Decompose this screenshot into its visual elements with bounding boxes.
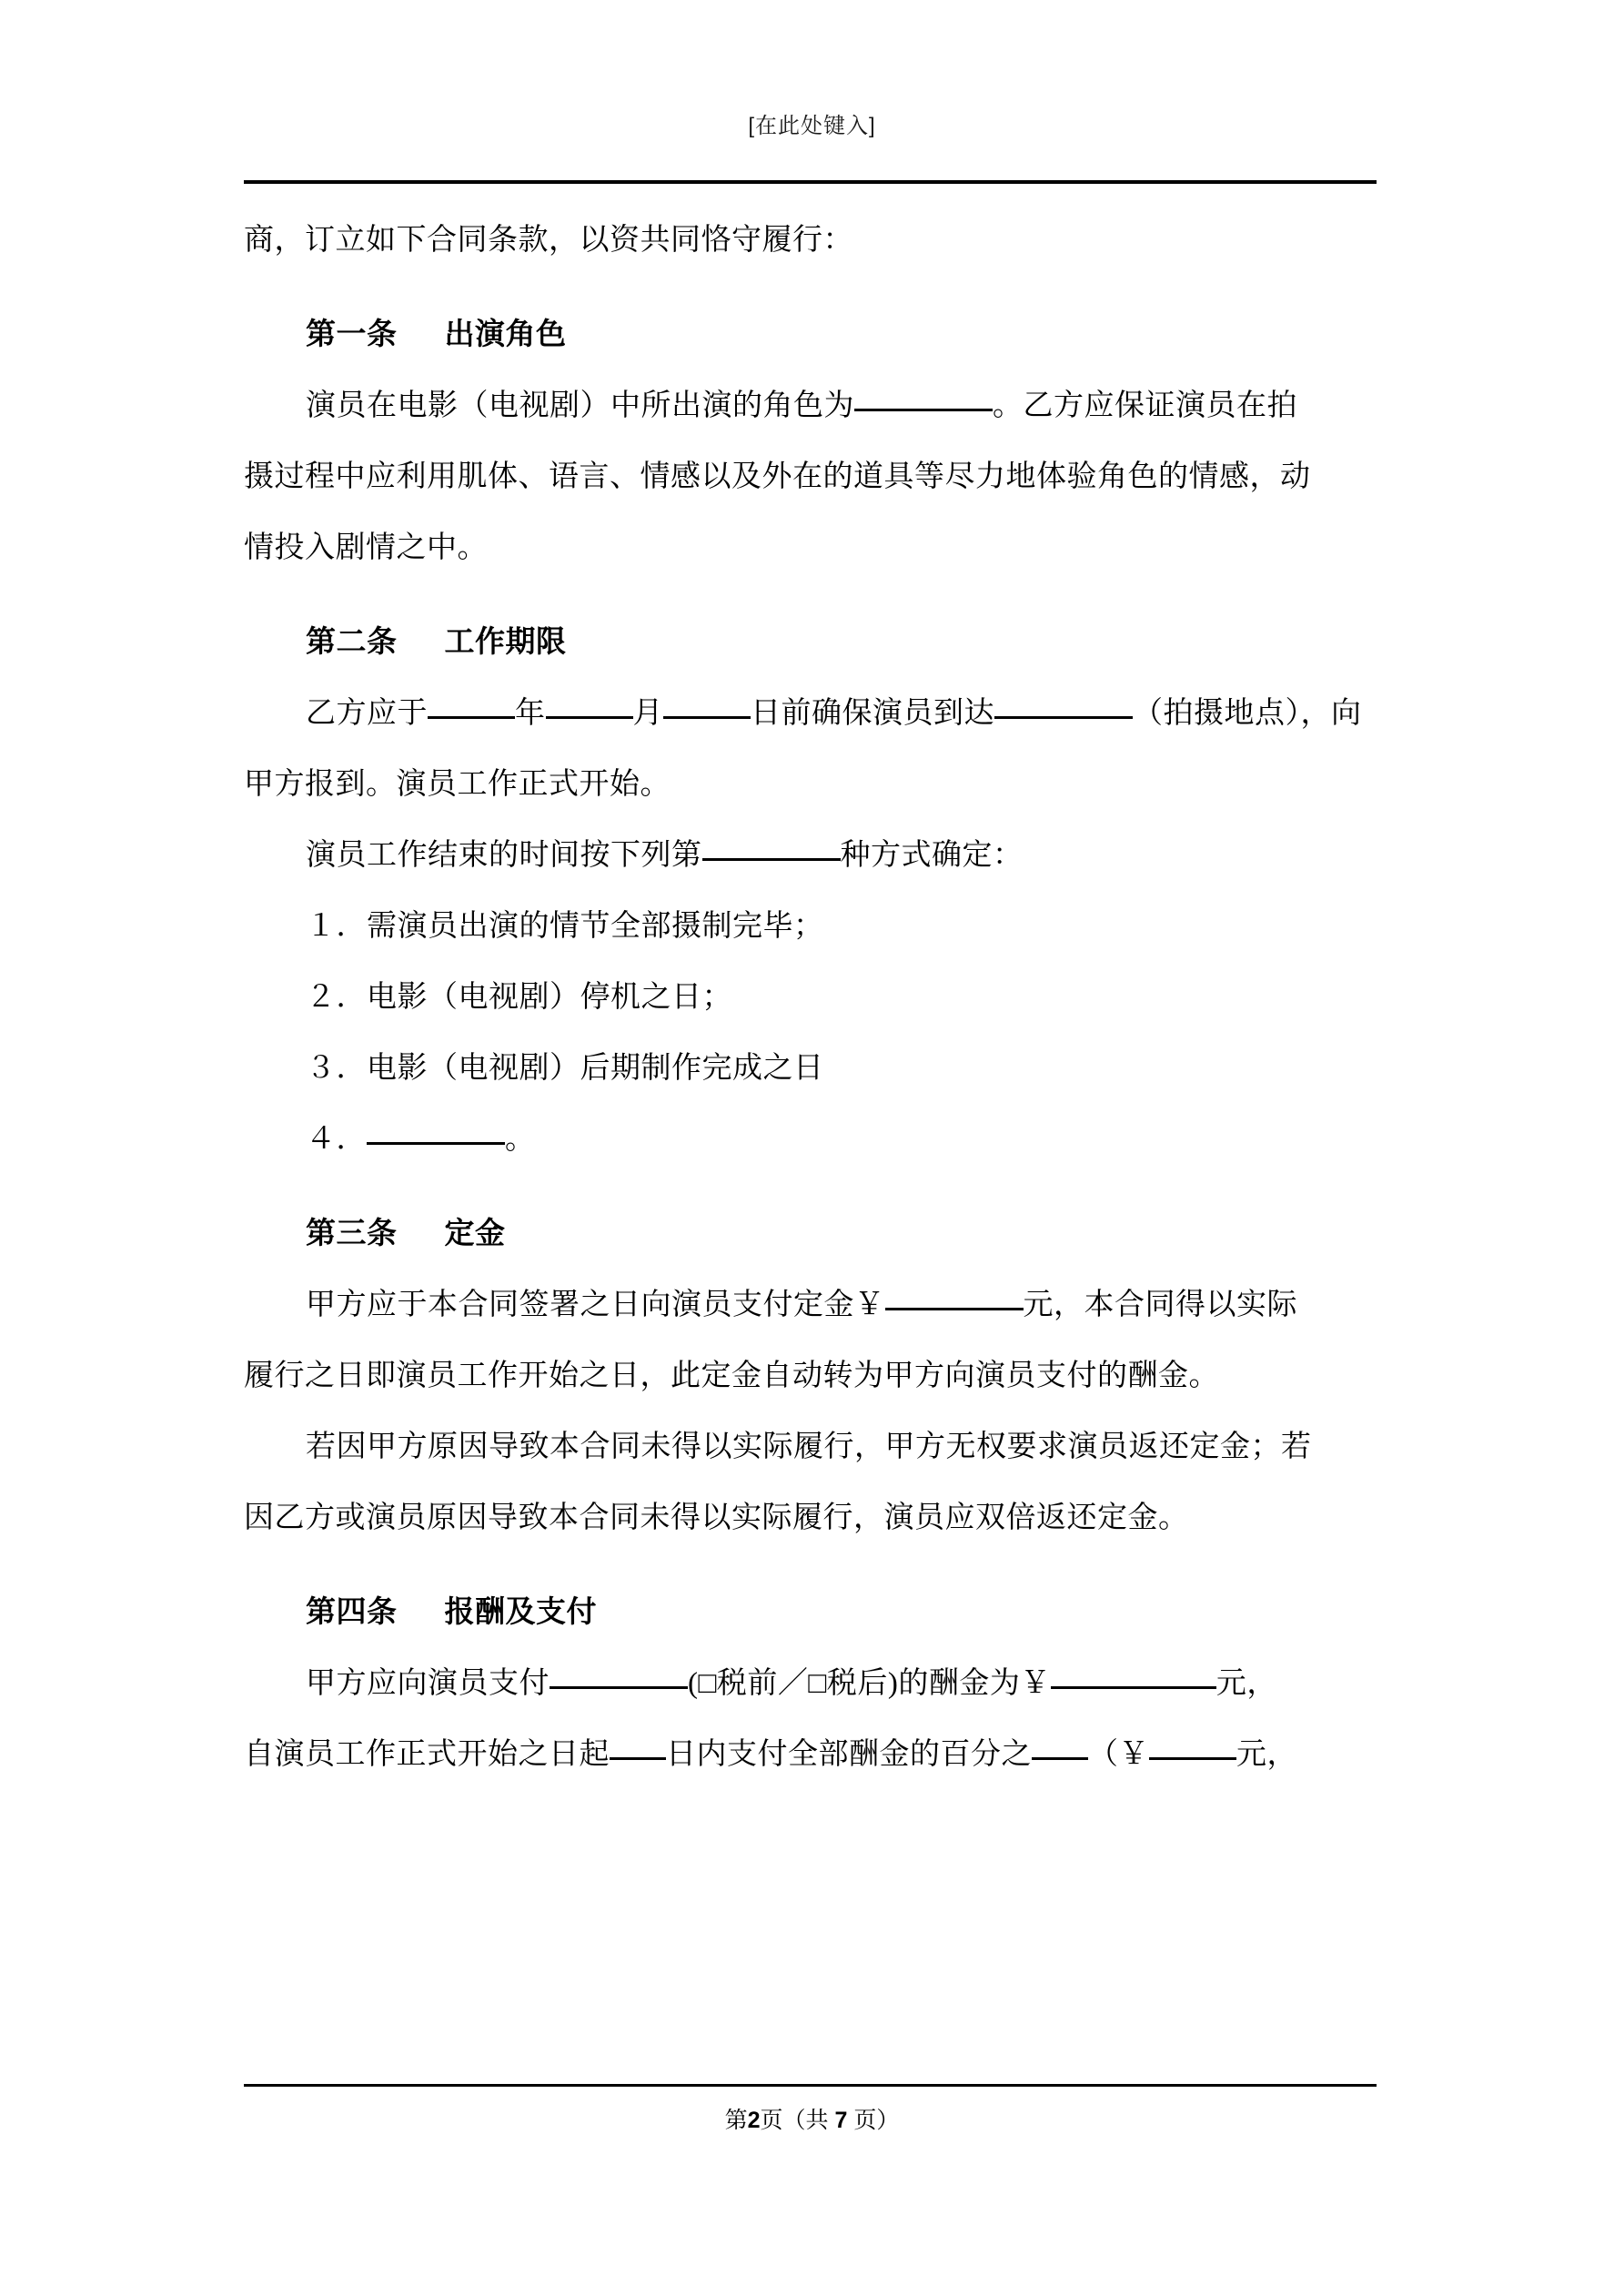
article-4-text-e: 日内支付全部酬金的百分之 <box>666 1738 1032 1771</box>
article-1-line-1 <box>244 370 1377 441</box>
article-1-text-b: 。乙方应保证演员在拍 <box>993 389 1297 422</box>
article-2-text-h: ４． <box>306 1123 367 1156</box>
fill-blank[interactable] <box>1032 1757 1088 1760</box>
spacer <box>244 276 1377 299</box>
article-2-text-b: 年 <box>515 697 546 730</box>
fill-blank[interactable] <box>702 858 841 861</box>
article-3-text-a: 甲方应于本合同签署之日向演员支付定金￥ <box>306 1289 885 1321</box>
article-2-line-2: 甲方报到。演员工作正式开始。 <box>244 768 671 801</box>
article-2-text-d: 日前确保演员到达 <box>751 697 994 730</box>
spacer <box>244 1553 1377 1577</box>
footer-total-pages: 7 <box>834 2108 848 2133</box>
footer-mid: 页（共 <box>760 2108 829 2133</box>
fill-blank[interactable] <box>610 1757 666 1760</box>
article-4-title: 报酬及支付 <box>444 1596 597 1629</box>
footer-divider <box>244 2084 1377 2087</box>
article-3-line-3: 若因甲方原因导致本合同未得以实际履行，甲方无权要求演员返还定金；若 <box>306 1431 1312 1463</box>
footer-prefix: 第 <box>724 2108 748 2133</box>
article-3-number: 第三条 <box>306 1218 398 1250</box>
article-4-number: 第四条 <box>306 1596 398 1629</box>
fill-blank[interactable] <box>994 716 1133 719</box>
article-2-item-4 <box>244 1104 1377 1175</box>
article-2-text-g: 种方式确定： <box>840 839 1024 872</box>
article-2-heading <box>244 607 1377 678</box>
article-1-line-2: 摄过程中应利用肌体、语言、情感以及外在的道具等尽力地体验角色的情感，动 <box>244 460 1311 493</box>
article-2-item-3: ３．电影（电视剧）后期制作完成之日 <box>306 1052 824 1085</box>
spacer <box>244 583 1377 607</box>
article-2-line-3 <box>244 820 1377 891</box>
fill-blank[interactable] <box>367 1142 505 1145</box>
article-3-heading <box>244 1199 1377 1269</box>
article-2-number: 第二条 <box>306 626 398 659</box>
article-4-text-c: 元， <box>1215 1667 1277 1700</box>
article-2-line-1 <box>244 678 1377 749</box>
page-header: [在此处键入] <box>748 114 876 138</box>
article-4-text-b: (□税前／□税后)的酬金为￥ <box>688 1667 1051 1700</box>
article-3-line-1 <box>244 1269 1377 1340</box>
page-footer <box>0 2102 1624 2135</box>
fill-blank[interactable] <box>550 1686 688 1689</box>
footer-suffix: 页） <box>853 2108 900 2133</box>
article-4-line-1 <box>244 1648 1377 1719</box>
fill-blank[interactable] <box>854 409 993 411</box>
fill-blank[interactable] <box>1149 1757 1236 1760</box>
article-3-line-2: 履行之日即演员工作开始之日，此定金自动转为甲方向演员支付的酬金。 <box>244 1360 1219 1392</box>
fill-blank[interactable] <box>663 716 751 719</box>
article-3-line-4: 因乙方或演员原因导致本合同未得以实际履行，演员应双倍返还定金。 <box>244 1502 1189 1534</box>
article-4-text-f: （￥ <box>1088 1738 1149 1771</box>
fill-blank[interactable] <box>1051 1686 1216 1689</box>
intro-line: 商，订立如下合同条款，以资共同恪守履行： <box>244 224 853 257</box>
spacer <box>244 1175 1377 1199</box>
article-2-text-i: 。 <box>505 1123 536 1156</box>
article-2-text-f: 演员工作结束的时间按下列第 <box>306 839 702 872</box>
article-2-item-2: ２．电影（电视剧）停机之日； <box>306 981 732 1014</box>
article-1-text-a: 演员在电影（电视剧）中所出演的角色为 <box>306 389 854 422</box>
fill-blank[interactable] <box>428 716 515 719</box>
article-4-text-g: 元， <box>1236 1738 1297 1771</box>
article-1-heading <box>244 299 1377 370</box>
header-divider <box>244 180 1377 184</box>
article-4-line-2 <box>244 1719 1377 1790</box>
article-2-text-e: （拍摄地点），向 <box>1133 697 1362 730</box>
article-1-line-3: 情投入剧情之中。 <box>244 531 488 564</box>
footer-page-number: 2 <box>747 2108 761 2133</box>
article-4-text-d: 自演员工作正式开始之日起 <box>244 1738 610 1771</box>
fill-blank[interactable] <box>885 1308 1024 1310</box>
fill-blank[interactable] <box>546 716 633 719</box>
article-3-text-b: 元，本合同得以实际 <box>1023 1289 1297 1321</box>
article-2-text-a: 乙方应于 <box>306 697 428 730</box>
article-4-text-a: 甲方应向演员支付 <box>306 1667 550 1700</box>
article-4-heading <box>244 1577 1377 1648</box>
document-body <box>244 205 1377 1790</box>
article-2-title: 工作期限 <box>444 626 567 659</box>
article-2-item-1: １．需演员出演的情节全部摄制完毕； <box>306 910 824 943</box>
article-1-number: 第一条 <box>306 319 398 351</box>
article-1-title: 出演角色 <box>444 319 567 351</box>
article-3-title: 定金 <box>444 1218 506 1250</box>
article-2-text-c: 月 <box>632 697 663 730</box>
